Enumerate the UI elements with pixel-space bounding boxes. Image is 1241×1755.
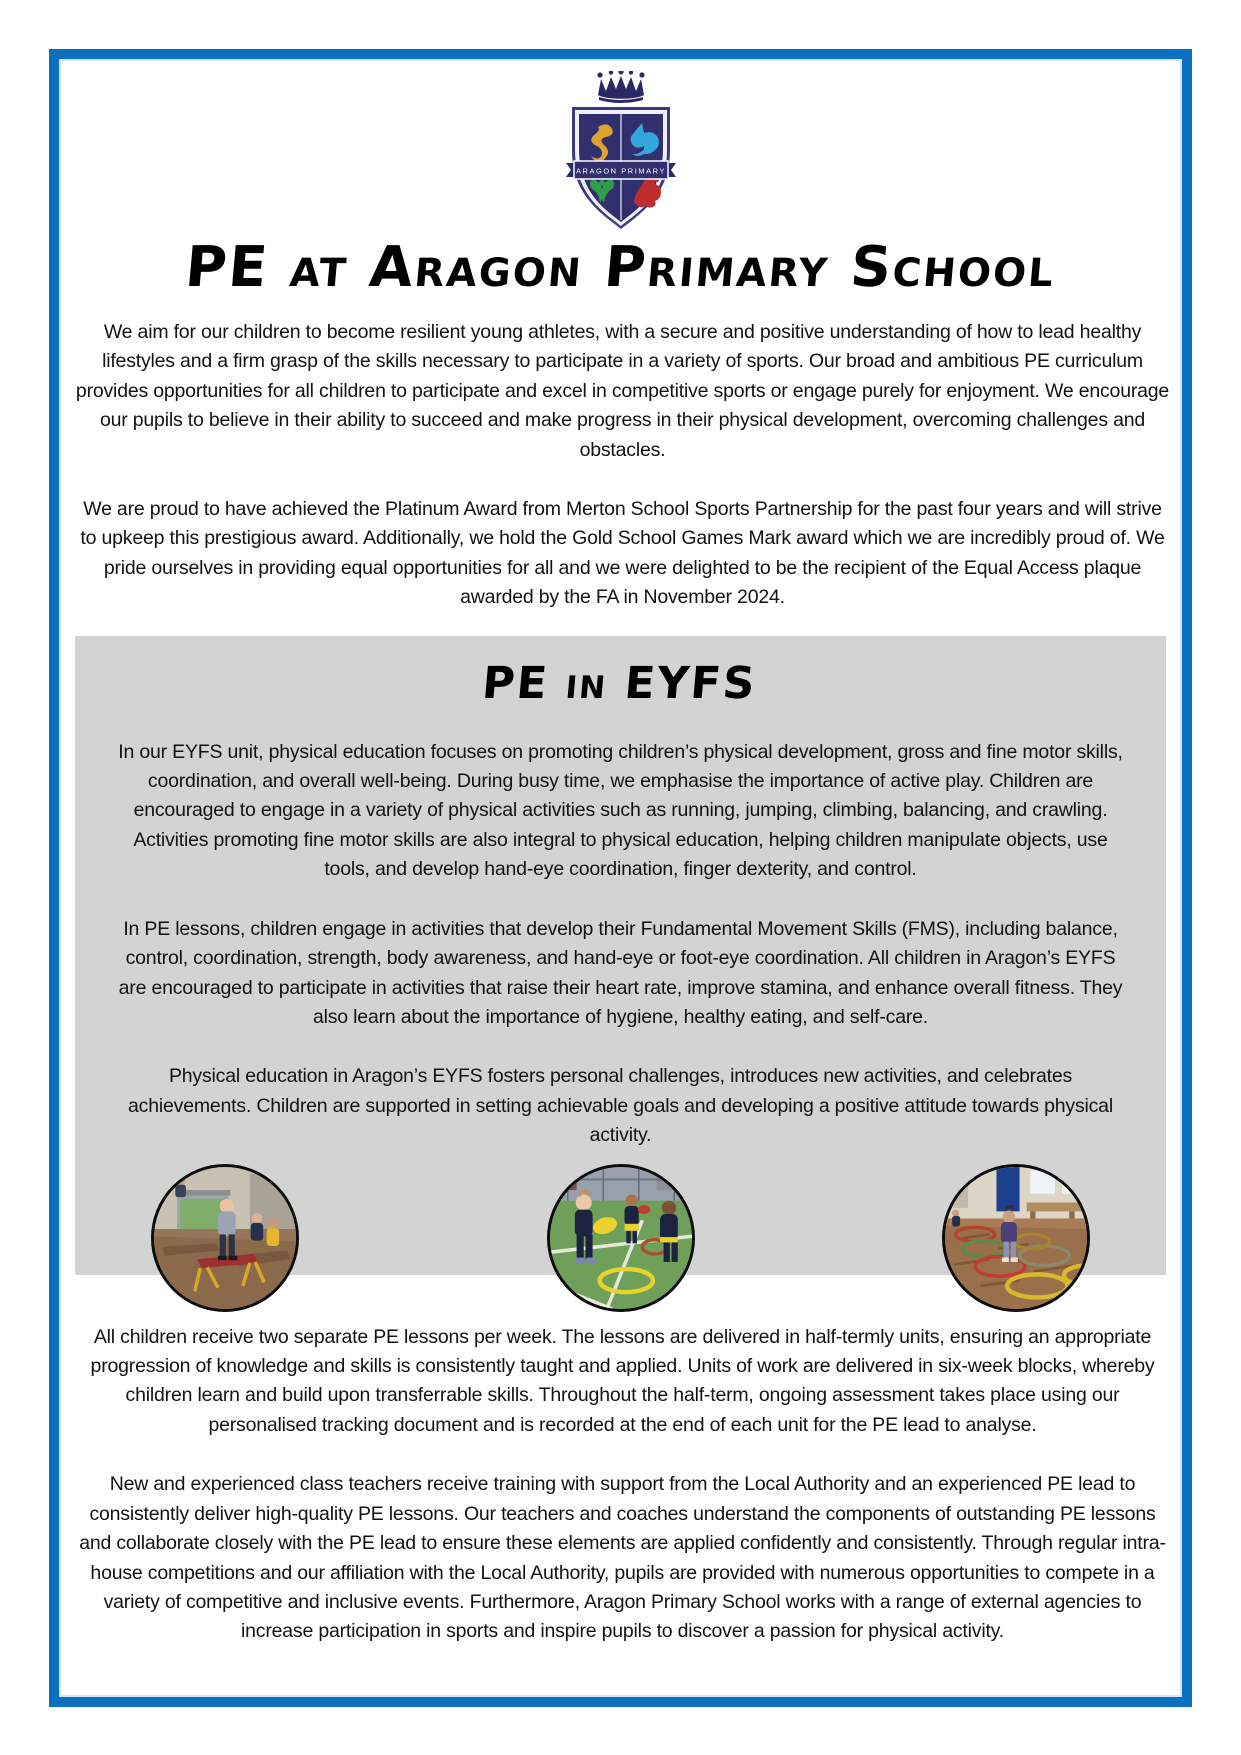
outro-paragraph-2: New and experienced class teachers receive training with support from the Local Authority and an experienced PE lead to consistently deliver high-quality PE lessons. Our teachers and coaches understand the components of outstanding PE lessons and collaborate closely with the PE lead to ensure these elements are applied confidently and consistently. Through regular intra-house competitions and our affiliation with the Local Authority, pupils are provided with numerous opportunities to compete in a variety of competitive and inclusive events. Furthermore, Aragon Primary School works with a range of external agencies to increase participation in sports and inspire pupils to discover a passion for physical activity. [79, 1473, 1166, 1643]
photo-outdoor-rackets [547, 1164, 695, 1312]
eyfs-photo-row [75, 1164, 1166, 1312]
document-page [49, 49, 1192, 1707]
photo-balance-bench [151, 1164, 299, 1312]
eyfs-paragraph-3: Physical education in Aragon’s EYFS fosters personal challenges, introduces new activities, and celebrates achievements. Children are supported in setting achievable goals and developing a positive attitude towards physical activity. [128, 1065, 1113, 1147]
banner-text: ARAGON PRIMARY [575, 166, 666, 176]
eyfs-section [75, 636, 1166, 1275]
photo-hall-hoops [942, 1164, 1090, 1312]
school-crest-logo [560, 71, 682, 231]
page-title: PE at Aragon Primary School [182, 235, 1059, 300]
eyfs-paragraph-2: In PE lessons, children engage in activities that develop their Fundamental Movement Skills (FMS), including balance, control, coordination, strength, body awareness, and hand-eye or foot-eye coordination. All children in Aragon’s EYFS are encouraged to participate in activities that raise their heart rate, improve stamina, and enhance overall fitness. They also learn about the importance of hygiene, healthy eating, and self-care. [118, 917, 1123, 1028]
banner-ribbon [566, 161, 676, 179]
intro-paragraph-1: We aim for our children to become resilient young athletes, with a secure and positive understanding of how to lead healthy lifestyles and a firm grasp of the skills necessary to participate in a variety of sports. Our broad and ambitious PE curriculum provides opportunities for all children to participate and excel in competitive sports or engage purely for enjoyment. We encourage our pupils to believe in their ability to succeed and make progress in their physical development, overcoming challenges and obstacles. [75, 321, 1170, 461]
eyfs-paragraph-1: In our EYFS unit, physical education focuses on promoting children’s physical development, gross and fine motor skills, coordination, and overall well-being. During busy time, we emphasise the importance of active play. Children are encouraged to engage in a variety of physical activities such as running, jumping, climbing, balancing, and crawling. Activities promoting fine motor skills are also integral to physical education, helping children manipulate objects, use tools, and develop hand-eye coordination, finger dexterity, and control. [118, 740, 1123, 881]
eyfs-heading: PE in EYFS [480, 657, 759, 709]
intro-paragraph-2: We are proud to have achieved the Platinum Award from Merton School Sports Partnership for the past four years and will strive to upkeep this prestigious award. Additionally, we hold the Gold School Games Mark award which we are incredibly proud of. We pride ourselves in providing equal opportunities for all and we were delighted to be the recipient of the Equal Access plaque awarded by the FA in November 2024. [80, 498, 1165, 609]
outro-paragraph-1: All children receive two separate PE lessons per week. The lessons are delivered in half-termly units, ensuring an appropriate progression of knowledge and skills is consistently taught and applied. Units of work are delivered in six-week blocks, whereby children learn and build upon transferrable skills. Throughout the half-term, ongoing assessment takes place using our personalised tracking document and is recorded at the end of each unit for the PE lead to analyse. [90, 1325, 1155, 1436]
crown-icon [597, 71, 644, 103]
